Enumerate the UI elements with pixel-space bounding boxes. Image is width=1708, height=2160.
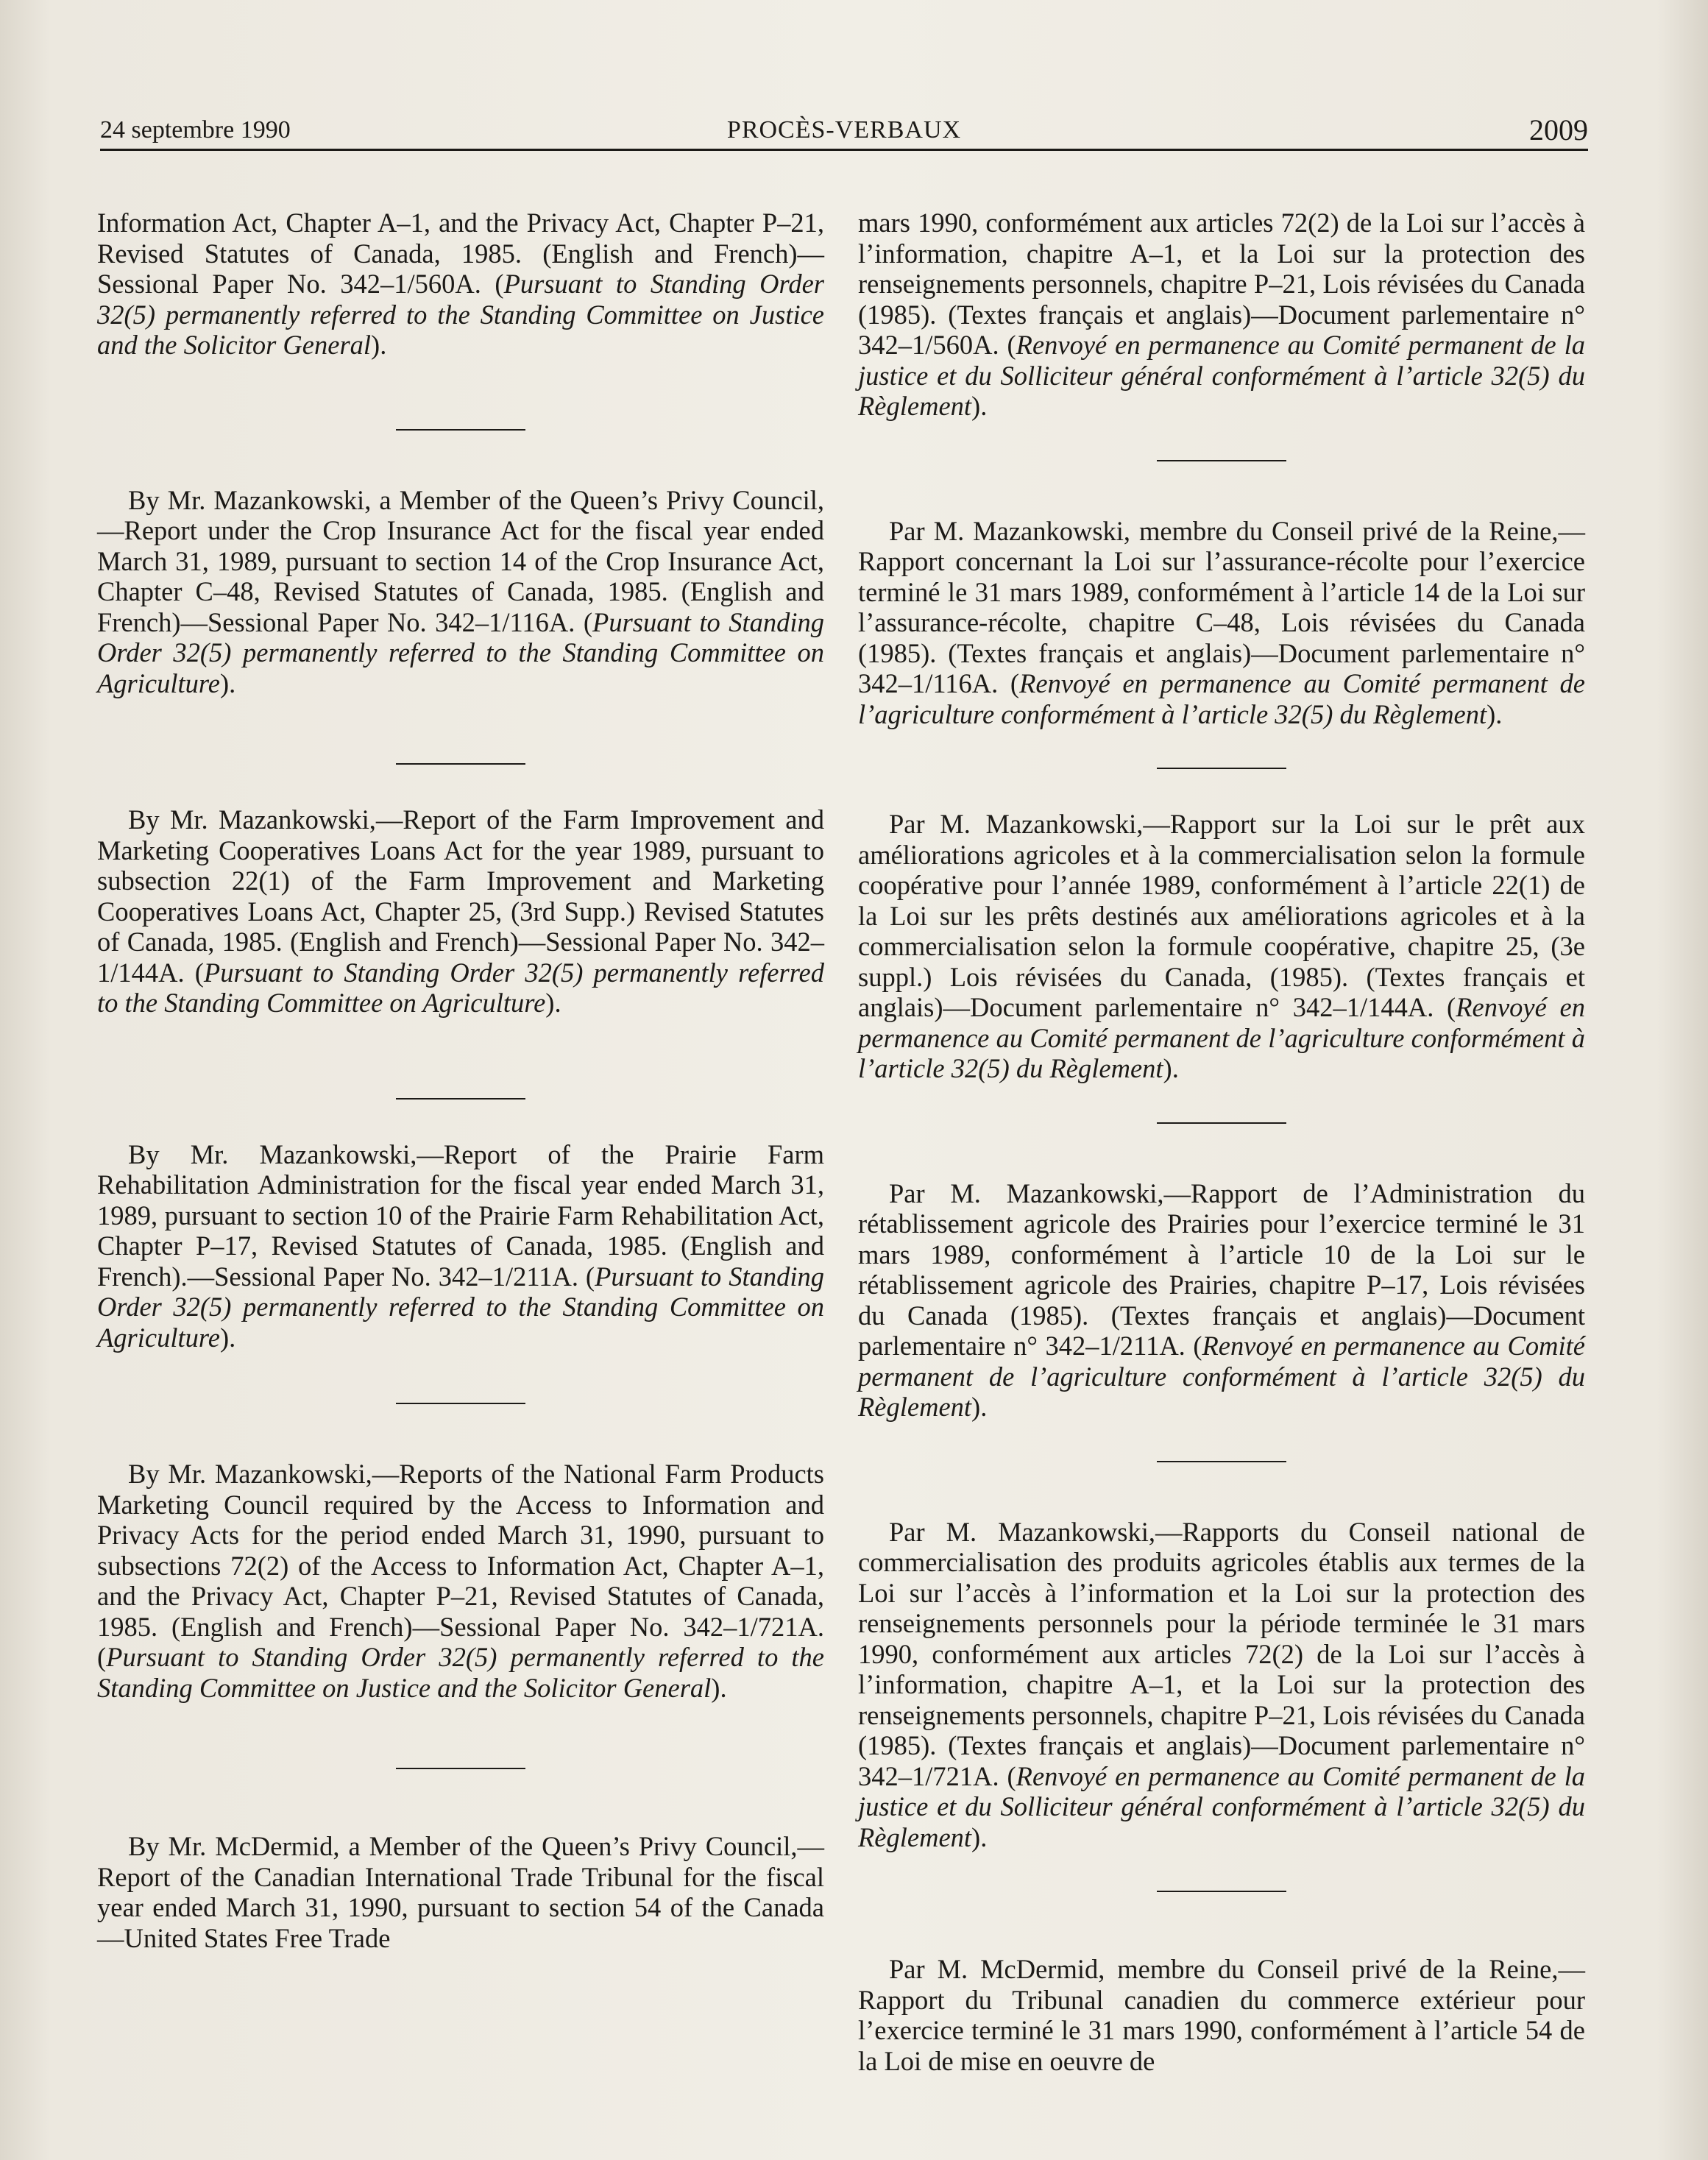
french-column — [858, 208, 1585, 2076]
french-entry-3: Par M. Mazankowski,—Rapport sur la Loi sur le prêt aux améliorations agricoles et à la commercialisation selon la formule coopérative pour l’année 1989, conformément à l’article 22(1) de la Loi sur les prêts destinés aux améliorations agricoles et à la commercialisation selon la formule coopérative, chapitre 25, (3e suppl.) Lois révisées du Canada, (1985). (Textes français et anglais)—Document parlementaire n° 342–1/144A. (Renvoyé en permanence au Comité permanent de l’agriculture conformément à l’article 32(5) du Règlement). — [858, 809, 1585, 1083]
english-entry-4: By Mr. Mazankowski,—Report of the Prairie Farm Rehabilitation Administration for the fiscal year ended March 31, 1989, pursuant to section 10 of the Prairie Farm Rehabilitation Act, Chapter P–17, Revised Statutes of Canada, 1985. (English and French).—Sessional Paper No. 342–1/211A. (Pursuant to Standing Order 32(5) permanently referred to the Standing Committee on Agriculture). — [97, 1139, 824, 1353]
french-entry-4: Par M. Mazankowski,—Rapport de l’Administration du rétablissement agricole des Prairies pour l’exercice terminé le 31 mars 1989, conformément à l’article 10 de la Loi sur le rétablissement agricole des Prairies, chapitre P–17, Lois révisées du Canada (1985). (Textes français et anglais)—Document parlementaire n° 342–1/211A. (Renvoyé en permanence au Comité permanent de l’agriculture conformément à l’article 32(5) du Règlement). — [858, 1178, 1585, 1422]
running-header — [100, 112, 1588, 151]
english-entry-5: By Mr. Mazankowski,—Reports of the National Farm Products Marketing Council required by the Access to Information and Privacy Acts for the period ended March 31, 1990, pursuant to subsections 72(2) of the Access to Information Act, Chapter A–1, and the Privacy Act, Chapter P–21, Revised Statutes of Canada, 1985. (English and French)—Sessional Paper No. 342–1/721A. (Pursuant to Standing Order 32(5) permanently referred to the Standing Committee on Justice and the Solicitor General). — [97, 1459, 824, 1703]
english-entry-2: By Mr. Mazankowski, a Member of the Queen’s Privy Council,—Report under the Crop Insurance Act for the fiscal year ended March 31, 1989, pursuant to section 14 of the Crop Insurance Act, Chapter C–48, Revised Statutes of Canada, 1985. (English and French)—Sessional Paper No. 342–1/116A. (Pursuant to Standing Order 32(5) permanently referred to the Standing Committee on Agriculture). — [97, 484, 824, 698]
english-entry-1: Information Act, Chapter A–1, and the Privacy Act, Chapter P–21, Revised Statutes of Canada, 1985. (English and French)—Sessional Paper No. 342–1/560A. (Pursuant to Standing Order 32(5) permanently referred to the Standing Committee on Justice and the Solicitor General). — [97, 208, 824, 360]
french-entry-2: Par M. Mazankowski, membre du Conseil privé de la Reine,—Rapport concernant la Loi sur l’assurance-récolte pour l’exercice terminé le 31 mars 1989, conformément à l’article 14 de la Loi sur l’assurance-récolte, chapitre C–48, Lois révisées du Canada (1985). (Textes français et anglais)—Document parlementaire n° 342–1/116A. (Renvoyé en permanence au Comité permanent de l’agriculture conformément à l’article 32(5) du Règlement). — [858, 515, 1585, 729]
french-entry-1: mars 1990, conformément aux articles 72(2) de la Loi sur l’accès à l’information, chapitre A–1, et la Loi sur la protection des renseignements personnels, chapitre P–21, Lois révisées du Canada (1985). (Textes français et anglais)—Document parlementaire n° 342–1/560A. (Renvoyé en permanence au Comité permanent de la justice et du Solliciteur général conformément à l’article 32(5) du Règlement). — [858, 208, 1586, 421]
header-date: 24 septembre 1990 — [100, 116, 291, 144]
french-entry-6: Par M. McDermid, membre du Conseil privé de la Reine,—Rapport du Tribunal canadien du commerce extérieur pour l’exercice terminé le 31 mars 1990, conformément à l’article 54 de la Loi de mise en oeuvre de — [858, 1954, 1585, 2076]
french-entry-5: Par M. Mazankowski,—Rapports du Conseil national de commercialisation des produits agricoles établis aux termes de la Loi sur l’accès à l’information et la Loi sur la protection des renseignements personnels pour la période terminée le 31 mars 1990, conformément aux articles 72(2) de la Loi sur l’accès à l’information, chapitre A–1, et la Loi sur la protection des renseignements personnels, chapitre P–21, Lois révisées du Canada (1985). (Textes français et anglais)—Document parlementaire n° 342–1/721A. (Renvoyé en permanence au Comité permanent de la justice et du Solliciteur général conformément à l’article 32(5) du Règlement). — [858, 1516, 1586, 1852]
page-number: 2009 — [1529, 113, 1588, 146]
header-title: PROCÈS-VERBAUX — [726, 116, 962, 144]
english-column — [97, 208, 824, 1953]
english-entry-3: By Mr. Mazankowski,—Report of the Farm Improvement and Marketing Cooperatives Loans Act for the year 1989, pursuant to subsection 22(1) of the Farm Improvement and Marketing Cooperatives Loans Act, Chapter 25, (3rd Supp.) Revised Statutes of Canada, 1985. (English and French)—Sessional Paper No. 342–1/144A. (Pursuant to Standing Order 32(5) permanently referred to the Standing Committee on Agriculture). — [97, 804, 824, 1018]
english-entry-6: By Mr. McDermid, a Member of the Queen’s Privy Council,—Report of the Canadian International Trade Tribunal for the fiscal year ended March 31, 1990, pursuant to section 54 of the Canada—United States Free Trade — [97, 1831, 824, 1953]
